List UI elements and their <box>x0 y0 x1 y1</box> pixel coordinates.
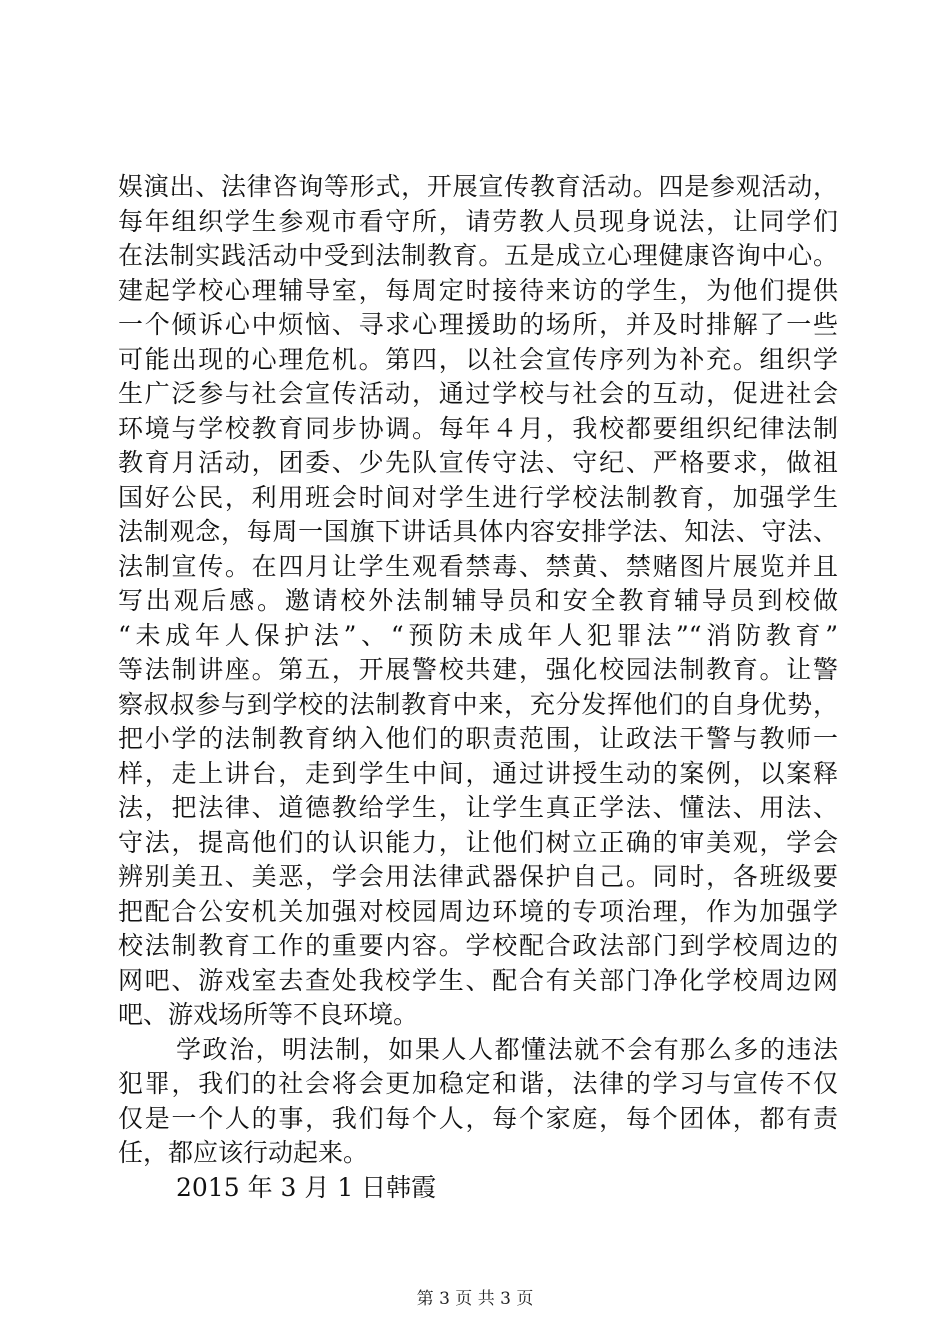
text-line-15: 等法制讲座。第五，开展警校共建，强化校园法制教育。让警 <box>118 655 838 684</box>
text-line-18: 样，走上讲台，走到学生中间，通过讲授生动的案例，以案释 <box>118 758 838 788</box>
text-line-23: 校法制教育工作的重要内容。学校配合政法部门到学校周边的 <box>118 931 838 960</box>
text-line-12: 法制宣传。在四月让学生观看禁毒、禁黄、禁赌图片展览并且 <box>118 551 838 581</box>
text-line-28: 仅是一个人的事，我们每个人，每个家庭，每个团体，都有责 <box>118 1103 838 1133</box>
text-line-14: “未成年人保护法”、“预防未成年人犯罪法”“消防教育” <box>118 620 838 650</box>
text-line-22: 把配合公安机关加强对校园周边环境的专项治理，作为加强学 <box>118 896 838 926</box>
text-line-16: 察叔叔参与到学校的法制教育中来，充分发挥他们的自身优势， <box>118 689 838 719</box>
text-line-26: 学政治，明法制，如果人人都懂法就不会有那么多的违法 <box>176 1034 838 1064</box>
text-line-8: 环境与学校教育同步协调。每年４月，我校都要组织纪律法制 <box>118 413 838 443</box>
text-line-27: 犯罪，我们的社会将会更加稳定和谐，法律的学习与宣传不仅 <box>118 1069 838 1098</box>
text-line-11: 法制观念，每周一国旗下讲话具体内容安排学法、知法、守法、 <box>118 517 838 546</box>
text-line-24: 网吧、游戏室去查处我校学生、配合有关部门净化学校周边网 <box>118 965 838 995</box>
text-line-2: 每年组织学生参观市看守所，请劳教人员现身说法，让同学们 <box>118 206 838 236</box>
text-line-25: 吧、游戏场所等不良环境。 <box>118 1000 419 1029</box>
text-line-29: 任，都应该行动起来。 <box>118 1138 369 1167</box>
text-line-17: 把小学的法制教育纳入他们的职责范围，让政法干警与教师一 <box>118 724 838 753</box>
text-line-10: 国好公民，利用班会时间对学生进行学校法制教育，加强学生 <box>118 482 838 512</box>
text-line-21: 辨别美丑、美恶，学会用法律武器保护自己。同时，各班级要 <box>118 862 838 891</box>
text-line-13: 写出观后感。邀请校外法制辅导员和安全教育辅导员到校做 <box>118 586 838 615</box>
text-line-5: 一个倾诉心中烦恼、寻求心理援助的场所，并及时排解了一些 <box>118 310 838 339</box>
text-line-4: 建起学校心理辅导室，每周定时接待来访的学生，为他们提供 <box>118 275 838 305</box>
text-line-9: 教育月活动，团委、少先队宣传守法、守纪、严格要求，做祖 <box>118 448 838 477</box>
text-line-19: 法，把法律、道德教给学生，让学生真正学法、懂法、用法、 <box>118 793 838 822</box>
text-line-20: 守法，提高他们的认识能力，让他们树立正确的审美观，学会 <box>118 827 838 857</box>
document-body <box>118 170 838 1205</box>
signature-date: 2015 年 3 月 1 日韩霞 <box>176 1172 437 1202</box>
page-number-footer: 第 3 页 共 3 页 <box>416 1289 534 1309</box>
text-line-6: 可能出现的心理危机。第四，以社会宣传序列为补充。组织学 <box>118 344 838 374</box>
text-line-7: 生广泛参与社会宣传活动，通过学校与社会的互动，促进社会 <box>118 379 838 408</box>
text-line-3: 在法制实践活动中受到法制教育。五是成立心理健康咨询中心。 <box>118 241 838 270</box>
text-line-1: 娱演出、法律咨询等形式，开展宣传教育活动。四是参观活动， <box>118 172 838 201</box>
